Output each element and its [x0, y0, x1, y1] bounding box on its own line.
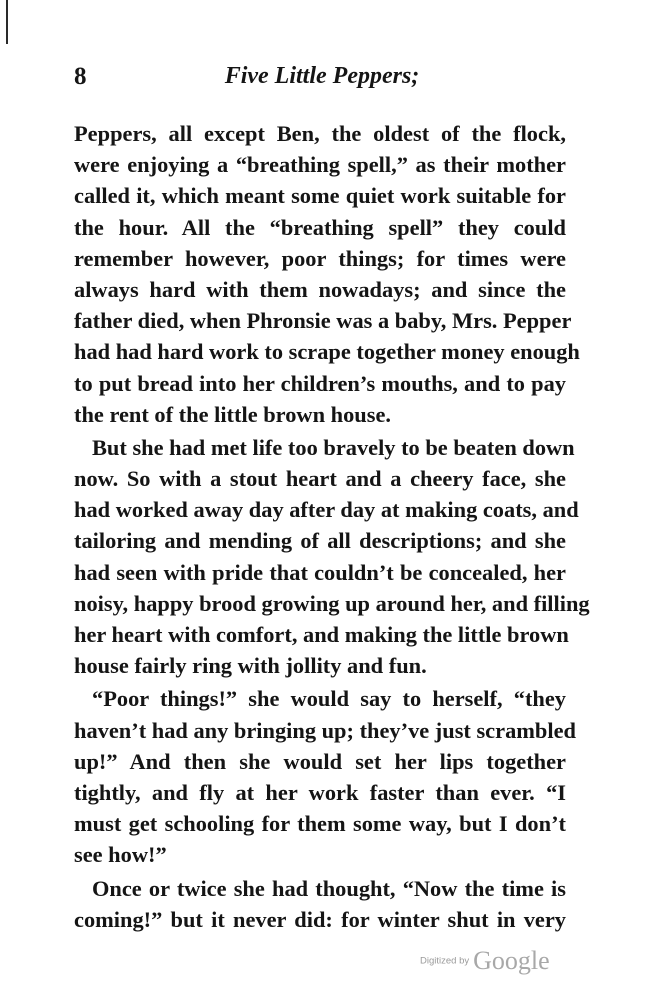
text-line: were enjoying a “breathing spell,” as their mother — [74, 152, 566, 178]
text-line: But she had met life too bravely to be beaten down — [92, 434, 575, 460]
text-line: to put bread into her children’s mouths, and to pay — [74, 370, 566, 396]
page-number: 8 — [74, 63, 87, 90]
digitized-by-google-watermark — [420, 946, 550, 976]
text-line: see how!” — [74, 842, 167, 868]
text-line: remember however, poor things; for times were — [74, 245, 566, 271]
watermark-prefix: Digitized by — [420, 955, 470, 967]
page-edge-line — [6, 0, 8, 44]
text-line: tailoring and mending of all descriptions; and she — [74, 528, 566, 554]
text-line: had worked away day after day at making coats, and — [74, 497, 579, 523]
paragraph — [74, 873, 566, 935]
body-text — [74, 118, 590, 935]
text-line: haven’t had any bringing up; they’ve just scrambled — [74, 717, 576, 743]
text-line: called it, which meant some quiet work suitable for — [74, 183, 566, 209]
text-line: now. So with a stout heart and a cheery face, she — [74, 466, 566, 492]
text-line: tightly, and fly at her work faster than ever. “I — [74, 779, 566, 805]
paragraph — [74, 432, 590, 682]
text-line: had seen with pride that couldn’t be concealed, her — [74, 559, 566, 585]
text-line: always hard with them nowadays; and since the — [74, 276, 566, 302]
text-line: up!” And then she would set her lips together — [74, 748, 566, 774]
text-line: her heart with comfort, and making the little brown — [74, 622, 569, 647]
paragraph — [74, 683, 576, 870]
text-line: had had hard work to scrape together money enough — [74, 339, 580, 365]
text-line: “Poor things!” she would say to herself, “they — [92, 686, 566, 712]
google-logo: Google — [473, 946, 550, 975]
text-line: must get schooling for them some way, but I don’t — [74, 811, 566, 837]
text-line: father died, when Phronsie was a baby, Mrs. Pepper — [74, 308, 572, 334]
paragraph — [74, 118, 580, 430]
page-header — [74, 63, 570, 95]
running-title: Five Little Peppers; — [224, 63, 420, 89]
text-line: the hour. All the “breathing spell” they could — [74, 214, 566, 240]
text-line: noisy, happy brood growing up around her, and filling — [74, 590, 590, 616]
text-line: house fairly ring with jollity and fun. — [74, 653, 427, 679]
text-line: Peppers, all except Ben, the oldest of the flock, — [74, 121, 566, 146]
text-line: the rent of the little brown house. — [74, 401, 391, 427]
text-line: Once or twice she had thought, “Now the time is — [92, 875, 566, 901]
text-line: coming!” but it never did: for winter shut in very — [74, 906, 566, 932]
